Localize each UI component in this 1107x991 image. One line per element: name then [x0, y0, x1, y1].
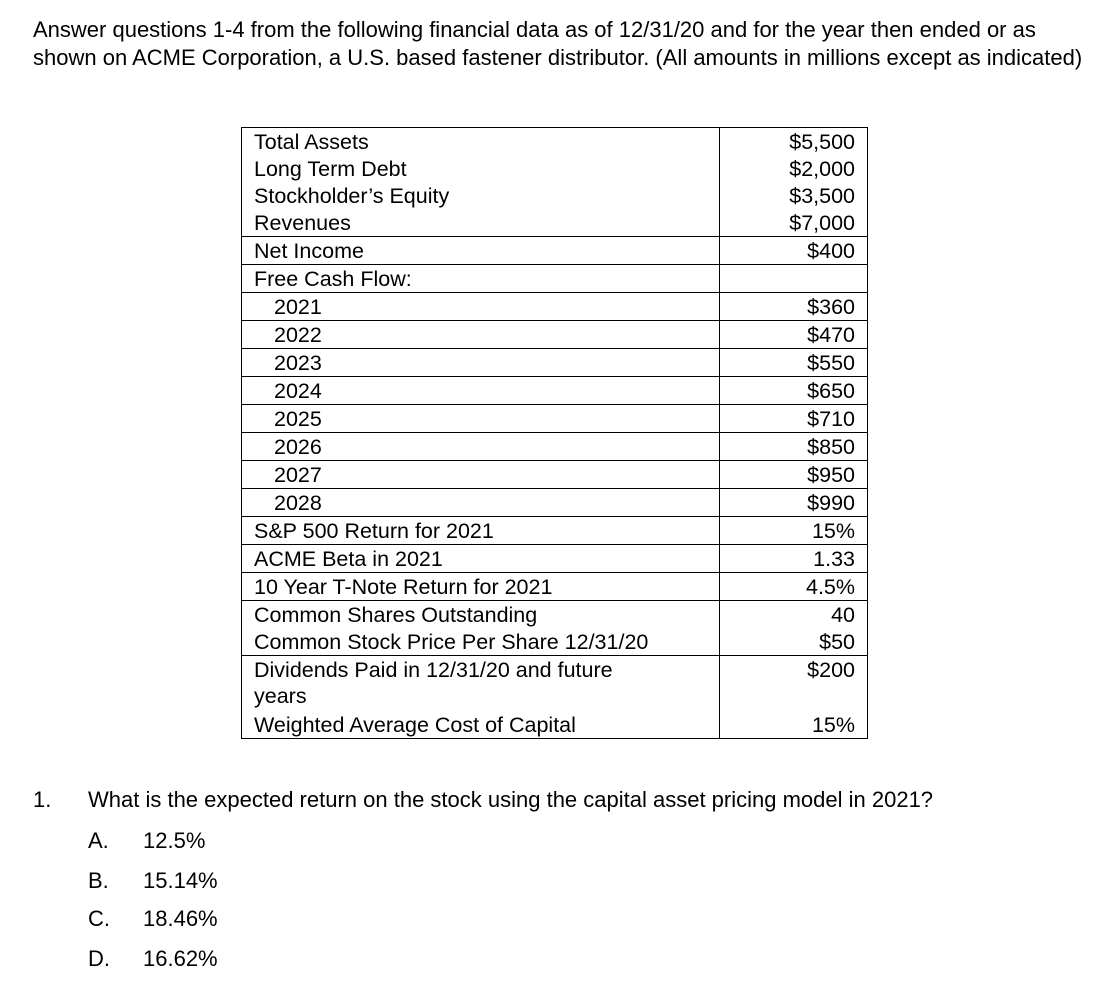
- dividends-label-line1: Dividends Paid in 12/31/20 and future: [254, 658, 613, 682]
- table-row-fcf-2023: [242, 349, 868, 377]
- choice-letter: B.: [88, 868, 109, 893]
- fcf-value: $990: [720, 489, 868, 517]
- choice-answer: 18.46%: [143, 906, 218, 931]
- table-row-revenues: [242, 209, 868, 237]
- row-label: Common Stock Price Per Share 12/31/20: [242, 628, 720, 656]
- table-row-net-income: [242, 237, 868, 265]
- row-label: Weighted Average Cost of Capital: [242, 711, 720, 739]
- table-row-stockholders-equity: [242, 182, 868, 209]
- table-row-fcf-2025: [242, 405, 868, 433]
- fcf-value: $360: [720, 293, 868, 321]
- table-row-stock-price: [242, 628, 868, 656]
- row-label: Free Cash Flow:: [242, 265, 720, 293]
- table-row-dividends: [242, 656, 868, 712]
- dividends-label-line2: years: [254, 684, 307, 708]
- table-row-fcf-2022: [242, 321, 868, 349]
- table-row-fcf-2028: [242, 489, 868, 517]
- choice-letter: D.: [88, 946, 110, 971]
- question-number: 1.: [33, 787, 52, 812]
- fcf-year: 2025: [242, 405, 720, 433]
- table-row-tnote-return: [242, 573, 868, 601]
- row-value: 15%: [720, 711, 868, 739]
- table-row-total-assets: [242, 128, 868, 156]
- row-value: $3,500: [720, 182, 868, 209]
- row-value: $5,500: [720, 128, 868, 156]
- row-value: 40: [720, 601, 868, 629]
- choice-letter: C.: [88, 906, 110, 931]
- row-value: 4.5%: [720, 573, 868, 601]
- row-value: $200: [720, 656, 868, 712]
- fcf-year: 2023: [242, 349, 720, 377]
- fcf-value: $470: [720, 321, 868, 349]
- financial-data-table: [241, 127, 868, 739]
- table-row-free-cash-flow-header: [242, 265, 868, 293]
- row-label: Revenues: [242, 209, 720, 237]
- row-label: Stockholder’s Equity: [242, 182, 720, 209]
- fcf-value: $950: [720, 461, 868, 489]
- row-value: $2,000: [720, 155, 868, 182]
- choice-answer: 16.62%: [143, 946, 218, 971]
- row-value: $7,000: [720, 209, 868, 237]
- table-row-fcf-2024: [242, 377, 868, 405]
- row-value: $50: [720, 628, 868, 656]
- fcf-value: $650: [720, 377, 868, 405]
- table-row-fcf-2026: [242, 433, 868, 461]
- row-label: [242, 656, 720, 712]
- row-label: Common Shares Outstanding: [242, 601, 720, 629]
- row-value: $400: [720, 237, 868, 265]
- row-label: Total Assets: [242, 128, 720, 156]
- fcf-year: 2027: [242, 461, 720, 489]
- intro-paragraph: Answer questions 1-4 from the following financial data as of 12/31/20 and for the year then ended or as shown on ACME Corporation, a U.S. based fastener distributor. (All amounts in millions except as indicated): [33, 17, 1083, 70]
- table-row-fcf-2027: [242, 461, 868, 489]
- fcf-year: 2026: [242, 433, 720, 461]
- choice-letter: A.: [88, 828, 109, 853]
- row-label: 10 Year T-Note Return for 2021: [242, 573, 720, 601]
- fcf-year: 2021: [242, 293, 720, 321]
- row-value: 1.33: [720, 545, 868, 573]
- choice-answer: 15.14%: [143, 868, 218, 893]
- row-value: 15%: [720, 517, 868, 545]
- table-row-long-term-debt: [242, 155, 868, 182]
- row-value-empty: [720, 265, 868, 293]
- choice-answer: 12.5%: [143, 828, 206, 853]
- table-row-shares-outstanding: [242, 601, 868, 629]
- question-text: What is the expected return on the stock using the capital asset pricing model in 2021?: [88, 787, 934, 812]
- fcf-year: 2028: [242, 489, 720, 517]
- table-row-acme-beta: [242, 545, 868, 573]
- fcf-value: $710: [720, 405, 868, 433]
- fcf-year: 2024: [242, 377, 720, 405]
- table-row-wacc: [242, 711, 868, 739]
- row-label: Net Income: [242, 237, 720, 265]
- table-row-sp500-return: [242, 517, 868, 545]
- fcf-value: $550: [720, 349, 868, 377]
- fcf-value: $850: [720, 433, 868, 461]
- fcf-year: 2022: [242, 321, 720, 349]
- row-label: Long Term Debt: [242, 155, 720, 182]
- row-label: S&P 500 Return for 2021: [242, 517, 720, 545]
- table-row-fcf-2021: [242, 293, 868, 321]
- row-label: ACME Beta in 2021: [242, 545, 720, 573]
